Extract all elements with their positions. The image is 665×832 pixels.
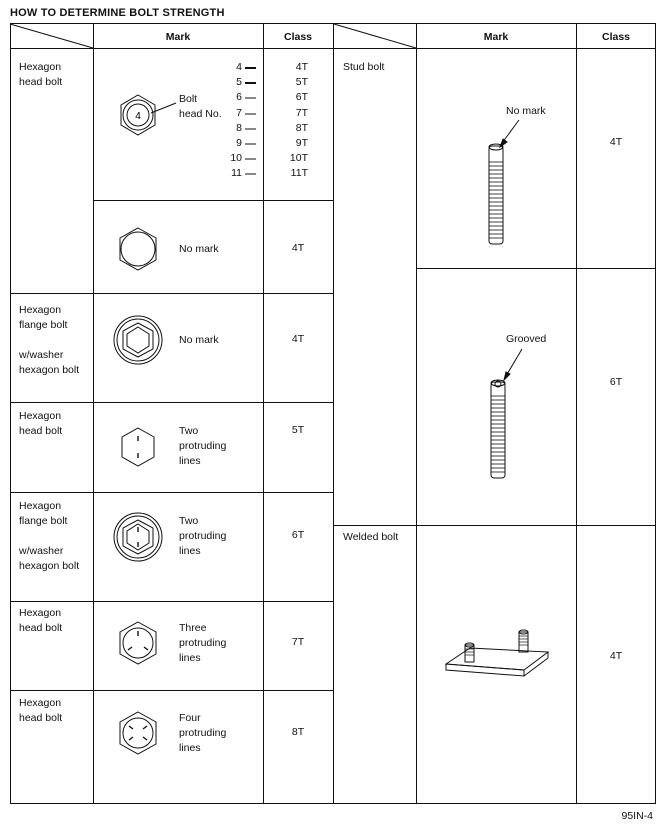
bolt-class: 8T [295,121,308,134]
welded-bolt-icon [446,630,548,676]
hex-bolt-two-lines-icon [122,428,154,466]
class-value: 7T [291,636,305,648]
bolt-type-label: Hexagon head bolt [19,61,63,88]
mark-label: No mark [179,243,219,255]
figure-code: 95IN-4 [621,810,653,822]
page-title: HOW TO DETERMINE BOLT STRENGTH [10,7,225,19]
mark-label: Four protruding lines [179,712,227,754]
header-mark-left: Mark [165,31,191,43]
bolt-classes [263,60,308,182]
hex-bolt-head-icon [121,95,176,135]
class-value: 4T [609,136,623,148]
mark-label: Two protruding lines [179,425,227,467]
bolt-class: 6T [295,91,308,104]
class-value: 8T [291,726,305,738]
number-dash-marks [245,68,256,174]
mark-label: No mark [506,105,546,117]
mark-label: Three protruding lines [179,622,227,664]
bolt-class: 11T [290,167,308,180]
bolt-number: 5 [236,76,242,89]
bolt-number: 7 [236,106,242,119]
header-class-left: Class [283,31,313,43]
bolt-class: 7T [295,106,308,119]
bolt-type-label: Hexagon flange bolt w/washer hexagon bolt [19,304,80,376]
class-value: 4T [609,650,623,662]
bolt-class: 9T [295,137,308,150]
mark-label: Grooved [506,333,547,345]
bolt-number: 8 [236,121,242,134]
bolt-head-no-label: Bolt head No. [179,93,222,120]
bolt-type-label: Stud bolt [343,61,385,73]
mark-label: Two protruding lines [179,515,227,557]
class-value: 4T [291,333,305,345]
bolt-head-numbers [210,60,242,182]
bolt-class: 10T [289,152,308,165]
hex-bolt-four-lines-icon [120,712,156,754]
hex-bolt-no-mark-icon [120,228,156,270]
bolt-number: 4 [236,61,242,73]
class-value: 4T [291,242,305,254]
bolt-number: 6 [236,91,242,104]
bolt-number: 9 [236,137,242,150]
class-value: 6T [609,376,623,388]
bolt-type-label: Hexagon flange bolt w/washer hexagon bolt [19,500,80,572]
bolt-head-number: 4 [135,111,141,122]
class-value: 5T [291,424,305,436]
bolt-type-label: Welded bolt [343,531,399,543]
bolt-number: 10 [230,152,242,165]
class-value: 6T [291,529,305,541]
bolt-class: 4T [295,61,308,73]
bolt-type-label: Hexagon head bolt [19,607,63,634]
bolt-type-label: Hexagon head bolt [19,410,63,437]
header-class-right: Class [601,31,631,43]
bolt-number: 11 [231,167,242,180]
bolt-type-label: Hexagon head bolt [19,697,63,724]
flange-bolt-icon [114,316,162,364]
bolt-class: 5T [295,76,308,89]
hex-bolt-three-lines-icon [120,622,156,664]
stud-bolt-no-mark-icon [489,120,519,244]
flange-bolt-two-lines-icon [114,513,162,561]
header-mark-right: Mark [483,31,509,43]
stud-bolt-grooved-icon [491,349,522,478]
mark-label: No mark [179,334,219,346]
